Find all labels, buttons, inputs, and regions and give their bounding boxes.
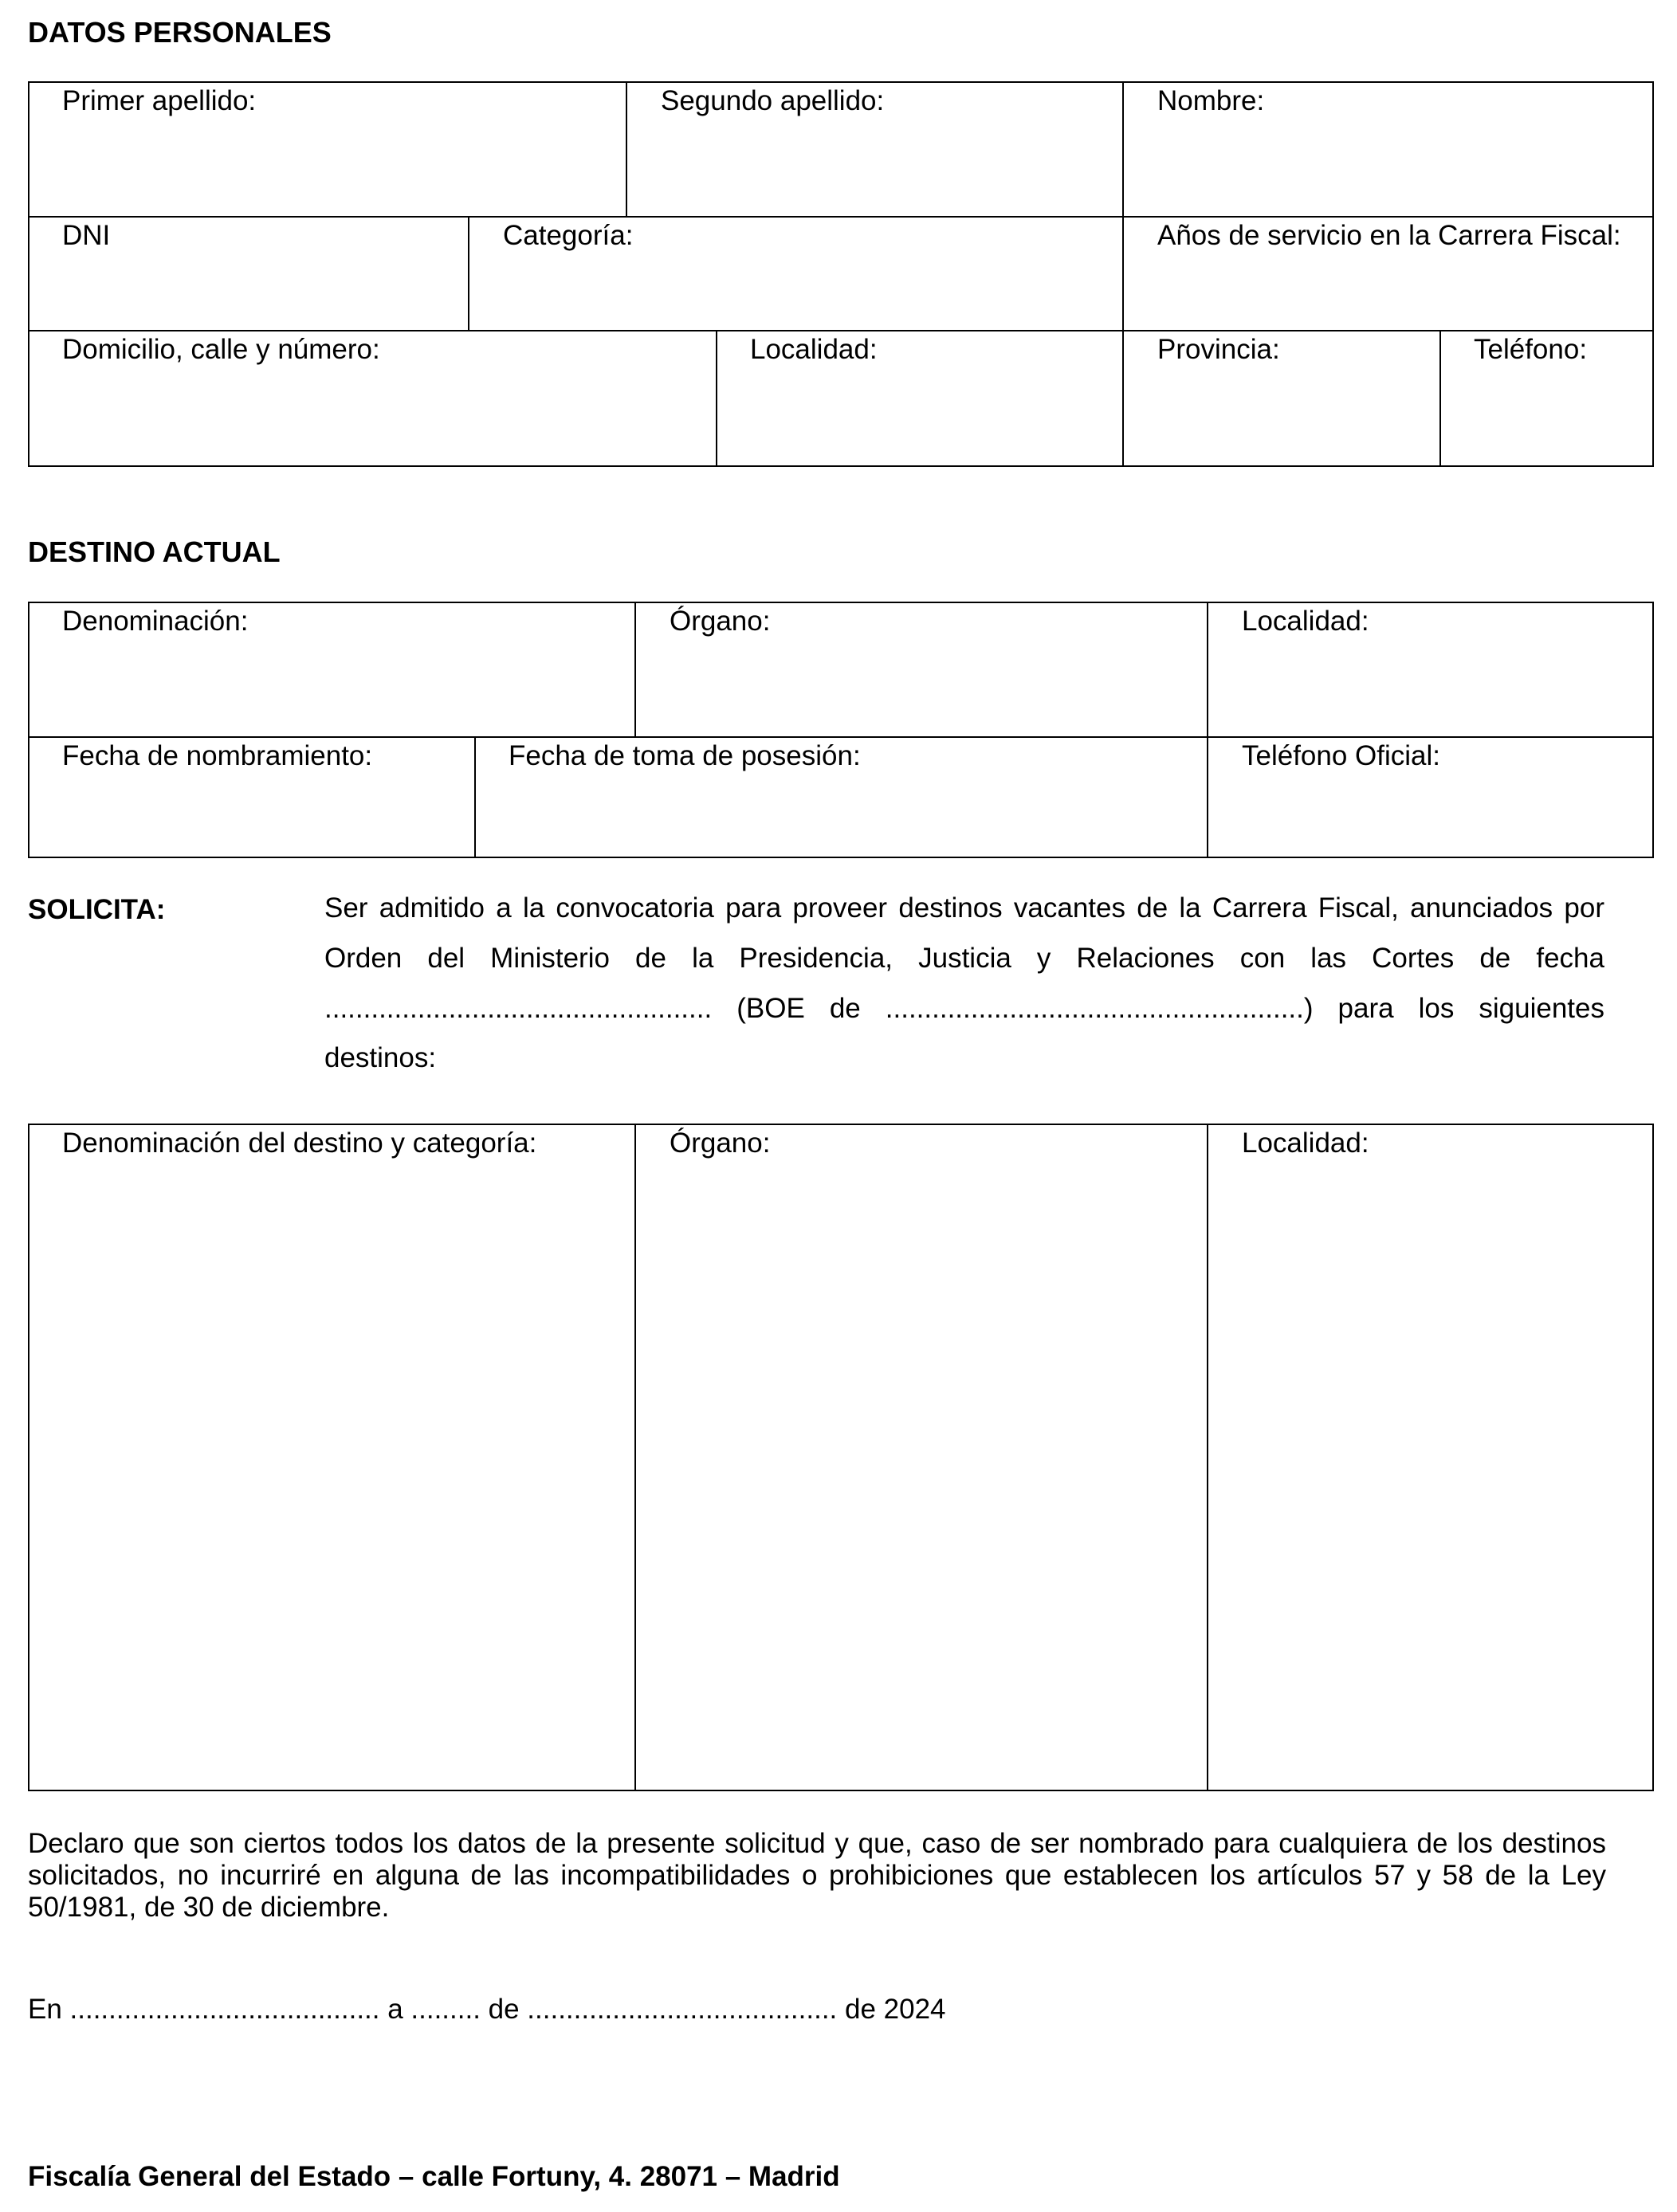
- column-localidad[interactable]: Localidad:: [1242, 1128, 1369, 1159]
- col-divider: [1207, 602, 1208, 858]
- field-segundo-apellido[interactable]: Segundo apellido:: [661, 85, 885, 116]
- destinos-solicitados-table: [28, 1124, 1654, 1791]
- col-divider: [1122, 81, 1124, 467]
- col-divider: [626, 81, 627, 217]
- solicita-line-2: Orden del Ministerio de la Presidencia, Justicia y Relaciones con las Cortes de fecha: [324, 943, 1604, 974]
- col-divider: [468, 216, 469, 331]
- col-divider: [1207, 1124, 1208, 1791]
- column-organo[interactable]: Órgano:: [670, 1128, 771, 1159]
- row-divider: [28, 330, 1654, 331]
- field-fecha-toma-posesion[interactable]: Fecha de toma de posesión:: [509, 740, 861, 771]
- row-divider: [28, 216, 1654, 218]
- section-heading-datos-personales: DATOS PERSONALES: [28, 16, 332, 49]
- field-localidad[interactable]: Localidad:: [750, 334, 878, 365]
- col-divider: [1439, 330, 1441, 467]
- field-nombre[interactable]: Nombre:: [1157, 85, 1265, 116]
- footer-address: Fiscalía General del Estado – calle Fortuny, 4. 28071 – Madrid: [28, 2161, 840, 2192]
- destino-actual-table: [28, 602, 1654, 858]
- field-anos-servicio[interactable]: Años de servicio en la Carrera Fiscal:: [1157, 220, 1621, 251]
- col-divider: [634, 602, 636, 737]
- field-categoria[interactable]: Categoría:: [503, 220, 634, 251]
- field-telefono-oficial[interactable]: Teléfono Oficial:: [1242, 740, 1441, 771]
- solicita-line-4: destinos:: [324, 1042, 437, 1073]
- fecha-line[interactable]: En ........................................ a ......... de ........................................ de 2024: [28, 1994, 946, 2025]
- field-denominacion[interactable]: Denominación:: [62, 606, 249, 637]
- field-telefono[interactable]: Teléfono:: [1474, 334, 1588, 365]
- solicita-label: SOLICITA:: [28, 894, 166, 925]
- field-primer-apellido[interactable]: Primer apellido:: [62, 85, 257, 116]
- column-denominacion-destino[interactable]: Denominación del destino y categoría:: [62, 1128, 537, 1159]
- field-domicilio[interactable]: Domicilio, calle y número:: [62, 334, 380, 365]
- field-dni[interactable]: DNI: [62, 220, 111, 251]
- col-divider: [716, 330, 717, 467]
- field-fecha-nombramiento[interactable]: Fecha de nombramiento:: [62, 740, 373, 771]
- col-divider: [634, 1124, 636, 1791]
- solicita-line-1: Ser admitido a la convocatoria para proveer destinos vacantes de la Carrera Fiscal, anunciados por: [324, 892, 1604, 924]
- datos-personales-table: [28, 81, 1654, 467]
- solicita-line-3: .................................................. (BOE de ......................................................) para los siguientes: [324, 993, 1604, 1024]
- field-organo[interactable]: Órgano:: [670, 606, 771, 637]
- section-heading-destino-actual: DESTINO ACTUAL: [28, 535, 281, 568]
- field-provincia[interactable]: Provincia:: [1157, 334, 1280, 365]
- row-divider: [28, 736, 1654, 738]
- declaracion-text: Declaro que son ciertos todos los datos de la presente solicitud y que, caso de ser nombrado para cualquiera de los destinos solicitados, no incurriré en alguna de las incompatibilidades o prohibiciones que establecen los artículos 57 y 58 de la Ley 50/1981, de 30 de diciembre.: [28, 1828, 1606, 1923]
- col-divider: [474, 736, 476, 858]
- field-localidad-actual[interactable]: Localidad:: [1242, 606, 1369, 637]
